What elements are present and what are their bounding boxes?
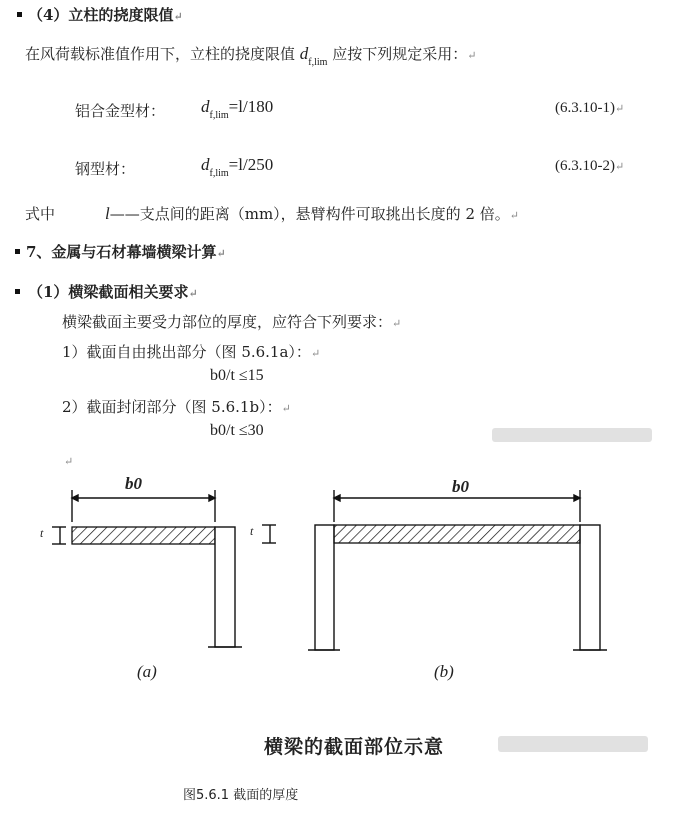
- steel-label: 钢型材：: [75, 160, 136, 178]
- section-a-diagram: [52, 490, 242, 647]
- requirement-item-1: 1）截面自由挑出部分（图 5.6.1a）：↵: [62, 343, 321, 361]
- subfigure-label-b: (b): [434, 662, 454, 681]
- aluminum-equation-number: (6.3.10-1)↵: [555, 100, 625, 116]
- dimension-t-a: t: [40, 526, 44, 540]
- requirement-formula-1: b0/t ≤15: [210, 367, 264, 384]
- crossbeam-intro: 横梁截面主要受力部位的厚度，应符合下列要求：↵: [62, 313, 402, 331]
- section-b-diagram: [262, 490, 607, 650]
- figure-caption: 图5.6.1 截面的厚度: [183, 788, 299, 803]
- dimension-b0-a: b0: [125, 474, 142, 493]
- where-label: 式中: [25, 205, 56, 223]
- where-definition: l——支点间的距离（mm），悬臂构件可取挑出长度的 2 倍。↵: [105, 204, 519, 223]
- aluminum-label: 铝合金型材：: [75, 102, 166, 120]
- deflection-intro: 在风荷载标准值作用下，立柱的挠度限值 $d_{f,lim}$ 应按下列规定采用：↵: [25, 44, 477, 68]
- section-4-heading: （4）立柱的挠度限值↵: [28, 6, 183, 24]
- steel-equation-number: (6.3.10-2)↵: [555, 158, 625, 174]
- section-7-heading: 7、金属与石材幕墙横梁计算↵: [26, 243, 226, 261]
- figure-title: 横梁的截面部位示意: [264, 736, 445, 758]
- subfigure-label-a: (a): [137, 662, 157, 681]
- empty-paragraph-mark: ↵: [64, 455, 74, 468]
- section-1-heading: （1）横梁截面相关要求↵: [28, 283, 198, 301]
- dimension-b0-b: b0: [452, 477, 469, 496]
- requirement-formula-2: b0/t ≤30: [210, 422, 264, 439]
- steel-formula: $d_{f,lim}=l/250$: [201, 155, 274, 179]
- dimension-t-b: t: [250, 524, 254, 538]
- aluminum-formula: $d_{f,lim}=l/180$: [201, 97, 274, 121]
- requirement-item-2: 2）截面封闭部分（图 5.6.1b）：↵: [62, 398, 291, 416]
